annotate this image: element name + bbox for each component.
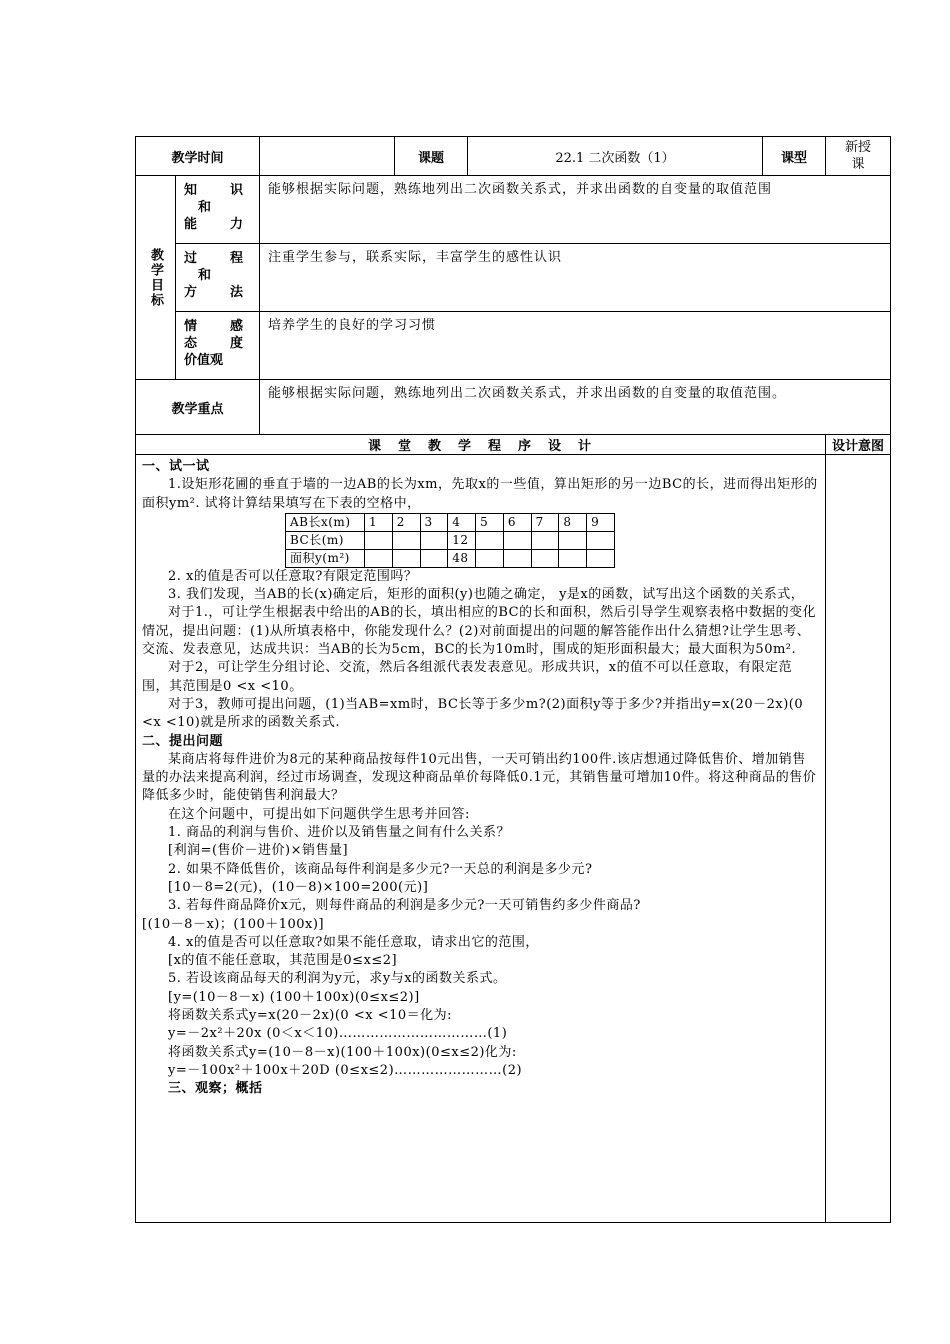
table-cell [559,549,587,567]
procedure-content [136,455,826,1223]
table-cell [531,531,559,549]
section-3-title: 三、观察；概括 [168,1081,263,1097]
s2-f4: y=－100x²＋100x＋20D (0≤x≤2)……………………(2) [168,1062,523,1078]
s2-a1: [利润=(售价－进价)×销售量] [168,843,349,859]
s2-q2: 2. 如果不降低售价，该商品每件利润是多少元?一天总的利润是多少元? [168,861,593,877]
s2-p2: 在这个问题中，可提出如下问题供学生思考并回答: [168,806,470,822]
s1-p5: 对于2，可让学生分组讨论、交流，然后各组派代表发表意见。形成共识，x的值不可以任意取，有限定范围，其范围是0 <x <10。 [142,660,793,694]
calc-table [285,513,615,568]
goal-row-knowledge [136,176,891,244]
header-row [136,137,891,176]
s2-f1: 将函数关系式y=x(20－2x)(0 <x <10＝化为: [168,1008,453,1024]
s2-f3: 将函数关系式y=(10－8－x)(100＋100x)(0≤x≤2)化为: [168,1044,517,1060]
lesson-plan-table [135,136,891,1223]
table-cell: 9 [587,513,615,531]
table-cell: 1 [365,513,393,531]
goal-label-emotion: 情 感 态 度 价值观 [176,312,260,380]
section-1-title: 一、试一试 [142,459,210,474]
procedure-title: 课 堂 教 学 程 序 设 计 [136,435,826,455]
table-cell: 6 [503,513,531,531]
lesson-plan-page [135,136,890,1223]
table-cell [420,531,448,549]
table-row-label: AB长x(m) [286,513,365,531]
goal-row-emotion [136,312,891,380]
s1-p6: 对于3，教师可提出问题，(1)当AB=xm时，BC长等于多少m?(2)面积y等于多少?并指出y=x(20－2x)(0 <x <10)就是所求的函数关系式. [142,696,804,731]
topic-value: 22.1 二次函数（1） [468,137,763,176]
s1-p3: 3. 我们发现，当AB的长(x)确定后，矩形的面积(y)也随之确定， y是x的函数，试写出这个函数的关系式， [168,587,805,603]
table-row-label: 面积y(m²) [286,549,365,567]
time-value [260,137,395,176]
type-value: 新授课 [826,137,891,176]
goals-label: 教学目标 [148,247,163,308]
key-point-text: 能够根据实际问题，熟练地列出二次函数关系式，并求出函数的自变量的取值范围。 [260,380,891,435]
s2-a4: [x的值不能任意取，其范围是0≤x≤2] [168,953,398,969]
table-cell: 4 [448,513,476,531]
table-cell [476,549,504,567]
table-cell: 7 [531,513,559,531]
table-row [286,531,615,549]
table-cell: 12 [448,531,476,549]
goal-row-process [136,244,891,312]
table-cell [531,549,559,567]
procedure-header-row [136,435,891,455]
s2-p1: 某商店将每件进价为8元的某种商品按每件10元出售，一天可销出约100件.该店想通过降低售价、增加销售量的办法来提高利润，经过市场调查，发现这种商品单价每降低0.1元，其销售量可增加10件。将这种商品的售价降低多少时，能使销售利润最大？ [142,751,817,804]
procedure-body-row [136,455,891,1223]
goals-label-cell [136,176,176,380]
table-cell [420,549,448,567]
key-point-row [136,380,891,435]
table-cell [559,531,587,549]
s1-p4: 对于1.，可让学生根据表中给出的AB的长，填出相应的BC的长和面积，然后引导学生观察表格中数据的变化情况，提出问题：(1)从所填表格中，你能发现什么？(2)对前面提出的问题的解答能作出什么猜想?让学生思考、交流、发表意见，达成共识：当AB的长为5cm，BC的长为10m时，围成的矩形面积最大；最大面积为50m². [142,605,817,658]
table-cell: 2 [392,513,420,531]
table-cell [392,531,420,549]
goal-text-process: 注重学生参与，联系实际，丰富学生的感性认识 [260,244,891,312]
table-cell [476,531,504,549]
s2-q1: 1. 商品的利润与售价、进价以及销售量之间有什么关系？ [168,825,511,841]
s2-a2: [10－8=2(元)，(10－8)×100=200(元)] [168,879,429,895]
s2-q4: 4. x的值是否可以任意取?如果不能任意取，请求出它的范围， [168,934,539,950]
s1-p1: 1.设矩形花圃的垂直于墙的一边AB的长为xm，先取x的一些值，算出矩形的另一边BC的长，进而得出矩形的面积ym². 试将计算结果填写在下表的空格中， [142,477,818,511]
time-label: 教学时间 [136,137,260,176]
table-cell: 5 [476,513,504,531]
table-cell [392,549,420,567]
type-label: 课型 [763,137,826,176]
goal-text-knowledge: 能够根据实际问题，熟练地列出二次函数关系式，并求出函数的自变量的取值范围 [260,176,891,244]
s2-a3: [(10－8－x)；(100＋100x)] [142,916,325,932]
table-cell [587,549,615,567]
table-row [286,513,615,531]
s2-f2: y=－2x²＋20x (0＜x＜10)……………………………(1) [168,1026,508,1042]
table-cell [365,549,393,567]
intent-label: 设计意图 [826,435,891,455]
table-row-label: BC长(m) [286,531,365,549]
goal-label-knowledge: 知 识 和 能 力 [176,176,260,244]
table-cell [587,531,615,549]
s1-p2: 2. x的值是否可以任意取?有限定范围吗？ [168,568,418,584]
goal-label-process: 过 程 和 方 法 [176,244,260,312]
intent-content [826,455,891,1223]
table-cell: 8 [559,513,587,531]
s2-a5: [y=(10－8－x) (100＋100x)(0≤x≤2)] [168,989,420,1005]
section-2-title: 二、提出问题 [142,733,224,749]
table-cell: 48 [448,549,476,567]
key-point-label: 教学重点 [136,380,260,435]
topic-label: 课题 [395,137,468,176]
s2-q3: 3. 若每件商品降价x元，则每件商品的利润是多少元?一天可销售约多少件商品? [168,898,641,914]
goal-text-emotion: 培养学生的良好的学习习惯 [260,312,891,380]
table-cell [503,531,531,549]
s2-q5: 5. 若设该商品每天的利润为y元，求y与x的函数关系式。 [168,971,507,987]
table-row [286,549,615,567]
table-cell [503,549,531,567]
table-cell: 3 [420,513,448,531]
table-cell [365,531,393,549]
